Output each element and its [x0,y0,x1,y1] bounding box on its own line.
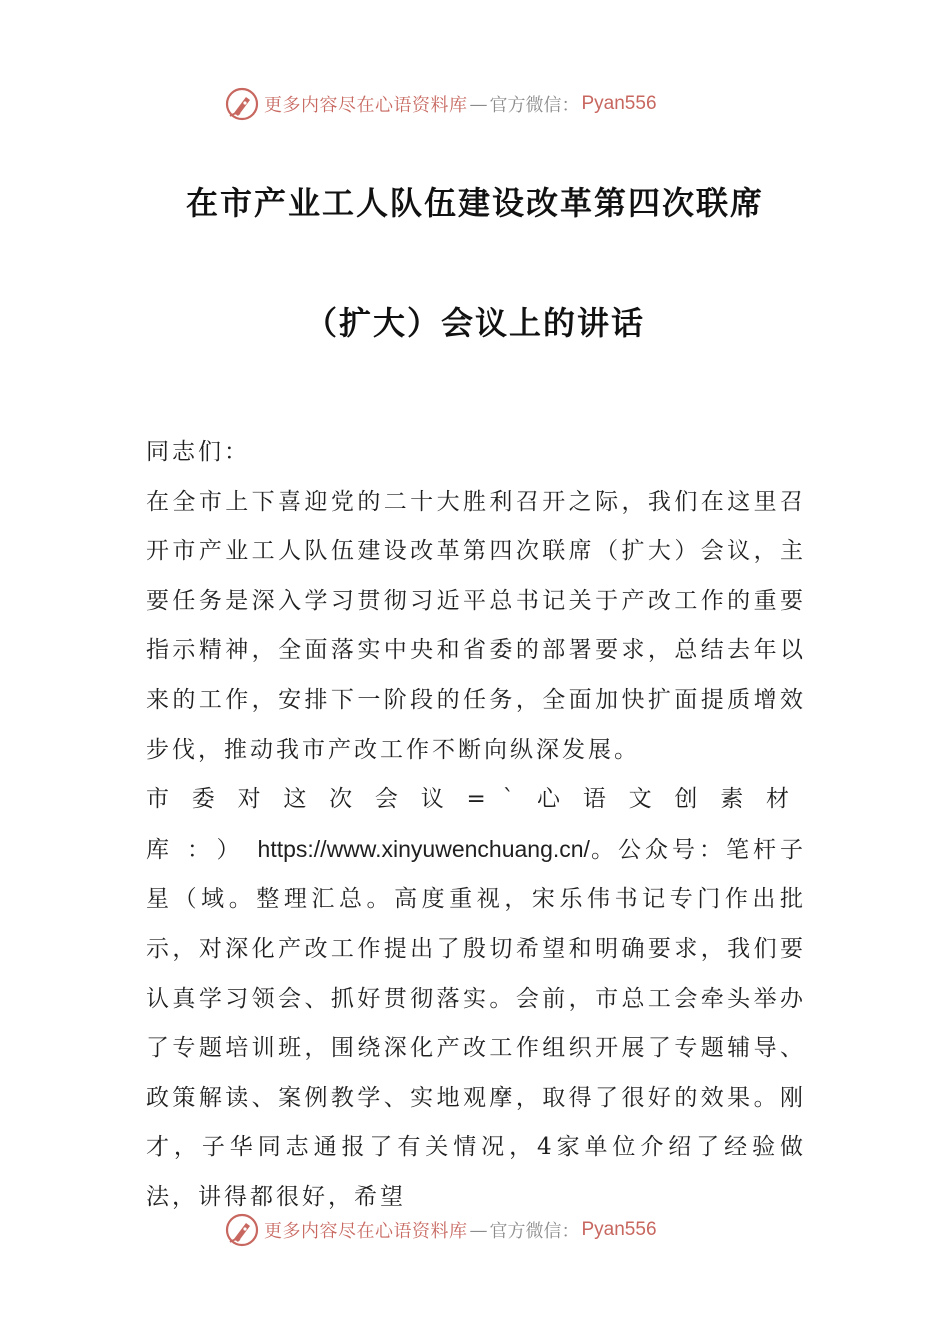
paragraph-2-rest: 。公众号：笔杆子星（域。整理汇总。高度重视，宋乐伟书记专门作出批示，对深化产改工作提出了殷切希望和明确要求，我们要认真学习领会、抓好贯彻落实。会前，市总工会牵头举办了专题培训班，围绕深化产改工作组织开展了专题辅导、政策解读、案例教学、实地观摩，取得了很好的效果。刚才，子华同志通报了有关情况，4家单位介绍了经验做法，讲得都很好，希望 [146,836,807,1210]
pen-nib-icon [224,86,260,122]
document-title-line-2: （扩大）会议上的讲话 [304,304,645,342]
watermark-text: 更多内容尽在心语资料库 [264,1221,468,1242]
watermark-wechat-id: Pyan556 [581,93,657,114]
watermark-wechat-id: Pyan556 [581,1219,657,1240]
paragraph-2-url: https://www.xinyuwenchuang.cn/ [257,835,590,862]
watermark-dash: — [469,1219,488,1241]
watermark-text: 更多内容尽在心语资料库 [264,95,468,116]
watermark-wechat-label: 官方微信： [489,1221,580,1242]
watermark-header [224,84,657,124]
paragraph-2-start: 市委对这次会议=`心语文创素材库：） [146,786,806,863]
salutation-text: 同志们： [146,439,250,465]
paragraph-2 [146,775,806,1222]
watermark-dash: — [469,93,488,115]
document-title-line-1: 在市产业工人队伍建设改革第四次联席 [185,184,764,222]
watermark-wechat-label: 官方微信： [489,95,580,116]
document-body [146,428,806,1223]
watermark-footer [224,1210,657,1250]
pen-nib-icon [224,1212,260,1248]
paragraph-1-text: 在全市上下喜迎党的二十大胜利召开之际，我们在这里召开市产业工人队伍建设改革第四次联席（扩大）会议，主要任务是深入学习贯彻习近平总书记关于产改工作的重要指示精神，全面落实中央和省委的部署要求，总结去年以来的工作，安排下一阶段的任务，全面加快扩面提质增效步伐，推动我市产改工作不断向纵深发展。 [146,488,806,763]
salutation [146,428,806,478]
paragraph-1 [146,478,806,776]
